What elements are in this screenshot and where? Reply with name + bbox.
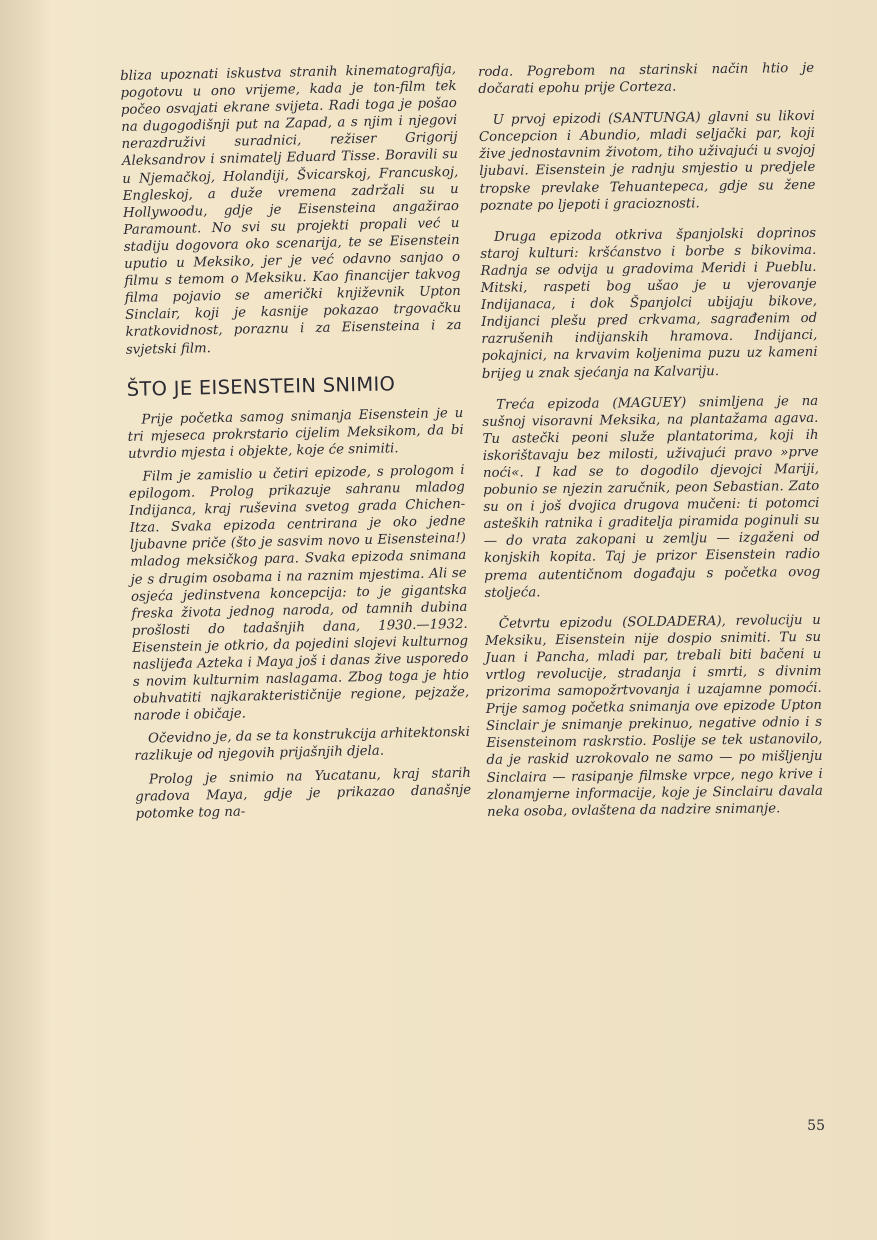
page-number: 55 (807, 1118, 825, 1134)
paragraph-druga: Druga epizoda otkriva španjolski doprinos staroj kulturi: kršćanstvo i borbe s bikovima. Radnja se odvija u gradovima Meridi i Pueblu. Mitski, raspeti bog ušao je u vjerovanje Indijanaca, i dok Španjolci ubijaju bikove, Indijanci plešu pred crkvama, sagrađenim od razrušenih indijanskih hramova. Indijanci, pokajnici, na krvavim koljenima puzu uz kameni brijeg u znak sjećanja na Kalvariju. (480, 225, 818, 382)
paragraph-maguey: Treća epizoda (MAGUEY) snimljena je na sušnoj visoravni Meksika, na plantažama agava. Tu astečki peoni služe plantatorima, koji ih iskorištavaju bez milosti, uživajući pravo »prve noći«. I kad se to dogodilo djevojci Mariji, pobunio se njezin zaručnik, peon Sebastian. Zato su on i još dvojica drugova mučeni: ti potomci asteških ratnika i graditelja piramida poginuli su — do vrata zakopani u zemlju — izgaženi od konjskih kopita. Taj je prizor Eisenstein radio prema autentičnom događaju s početka ovog stoljeća. (482, 393, 821, 601)
paragraph-soldadera: Četvrtu epizodu (SOLDADERA), revoluciju u Meksiku, Eisenstein nije dospio snimiti. Tu su Juan i Pancha, mladi par, trebali biti bačeni u vrtlog revolucije, stradanja i smrti, s divnim prizorima samopožrtvovanja i uzajamne pomoći. Prije samog početka snimanja ove epizode Upton Sinclair je snimanje prekinuo, negative odnio i s Eisensteinom raskrstio. Poslije se tek ustanovilo, da je raskid uzrokovalo ne samo — po mišljenju Sinclaira — rasipanje filmske vrpce, nego krive i zlonamjerne informacije, koje je Sinclairu davala neka osoba, ovlaštena da nadzire snimanje. (484, 612, 823, 820)
paragraph-roda: roda. Pogrebom na starinski način htio je dočarati epohu prije Corteza. (478, 60, 815, 98)
page-gutter-shadow (0, 0, 52, 1240)
paragraph-santunga: U prvoj epizodi (SANTUNGA) glavni su likovi Concepcion i Abundio, mladi seljački par, koji žive jednostavnim životom, tiho uživajući u svojoj ljubavi. Eisenstein je radnju smjestio u predjele tropske prevlake Tehuantepeca, gdje su žene poznate po ljepoti i gracioznosti. (478, 109, 816, 214)
paragraph-film: Film je zamislio u četiri epizode, s prologom i epilogom. Prolog prikazuje sahranu mladog Indijanca, kraj ruševina svetog grada Chichen-Itza. Svaka epizoda centrirana je oko jedne ljubavne priče (što je sasvim novo u Eisensteina!) mladog meksičkog para. Svaka epizoda snimana je s drugim osobama i na raznim mjestima. Ali se osjeća jedinstvena koncepcija: to je gigantska freska života jednog naroda, od tamnih dubina prošlosti do tadašnjih dana, 1930.—1932. Eisenstein je otkrio, da pojedini slojevi kulturnog naslijeđa Azteka i Maya još i danas žive usporedo s novim kulturnim naslagama. Zbog toga je htio obuhvatiti najkarakterističnije regione, pejzaže, narode i običaje. (128, 462, 470, 725)
section-heading: ŠTO JE EISENSTEIN SNIMIO (126, 371, 396, 401)
paragraph-ocevidno: Očevidno je, da se ta konstrukcija arhitektonski razlikuje od njegovih prijašnjih djela. (134, 725, 471, 765)
right-column (478, 60, 823, 835)
left-column (120, 61, 472, 827)
paragraph-prolog: Prolog je snimio na Yucatanu, kraj starih gradova Maya, gdje je prikazao današnje potomke tog na- (135, 765, 472, 822)
paragraph-intro: bliza upoznati iskustva stranih kinematografija, pogotovu u ono vrijeme, kada je ton-film tek počeo osvajati ekrane svijeta. Radi toga je pošao na dugogodišnji put na Zapad, a s njim i njegovi nerazdruživi suradnici, režiser Grigorij Aleksandrov i snimatelj Eduard Tisse. Boravili su u Njemačkoj, Holandiji, Švicarskoj, Francuskoj, Engleskoj, a duže vremena zadržali su u Hollywoodu, gdje je Eisensteina angažirao Paramount. No svi su projekti propali već u stadiju dogovora oko scenarija, te se Eisenstein uputio u Meksiko, jer je već odavno sanjao o filmu s temom o Meksiku. Kao financijer takvog filma pojavio se američki književnik Upton Sinclair, koji je kasnije pokazao trgovačku kratkovidnost, poraznu i za Eisensteina i za svjetski film. (120, 61, 462, 358)
paragraph-prije: Prije početka samog snimanja Eisenstein je u tri mjeseca prokrstario cijelim Meksikom, da bi utvrdio mjesta i objekte, koje će snimiti. (127, 405, 464, 462)
